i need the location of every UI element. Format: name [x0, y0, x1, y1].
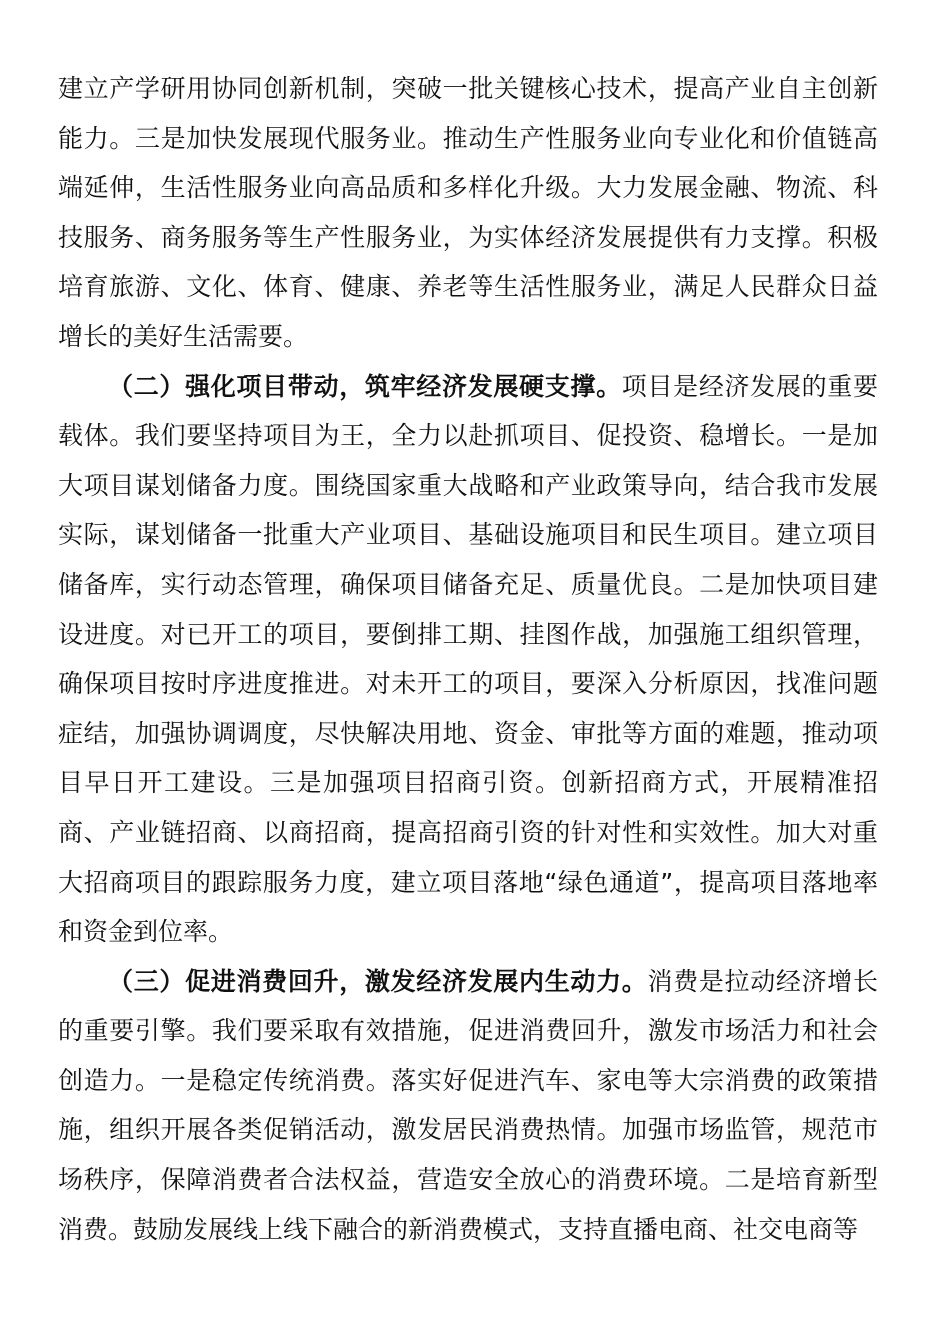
document-page	[58, 64, 878, 1254]
paragraph-continuation	[58, 64, 878, 362]
section-heading: （三）促进消费回升，激发经济发展内生动力。	[108, 966, 648, 996]
paragraph-section-three	[58, 957, 878, 1255]
paragraph-body: 项目是经济发展的重要载体。我们要坚持项目为王，全力以赴抓项目、促投资、稳增长。一是加大项目谋划储备力度。围绕国家重大战略和产业政策导向，结合我市发展实际，谋划储备一批重大产业项目、基础设施项目和民生项目。建立项目储备库，实行动态管理，确保项目储备充足、质量优良。二是加快项目建设进度。对已开工的项目，要倒排工期、挂图作战，加强施工组织管理，确保项目按时序进度推进。对未开工的项目，要深入分析原因，找准问题症结，加强协调调度，尽快解决用地、资金、审批等方面的难题，推动项目早日开工建设。三是加强项目招商引资。创新招商方式，开展精准招商、产业链招商、以商招商，提高招商引资的针对性和实效性。加大对重大招商项目的跟踪服务力度，建立项目落地“绿色通道”，提高项目落地率和资金到位率。	[58, 371, 878, 947]
section-heading: （二）强化项目带动，筑牢经济发展硬支撑。	[108, 371, 622, 401]
paragraph-body: 消费是拉动经济增长的重要引擎。我们要采取有效措施，促进消费回升，激发市场活力和社会创造力。一是稳定传统消费。落实好促进汽车、家电等大宗消费的政策措施，组织开展各类促销活动，激发居民消费热情。加强市场监管，规范市场秩序，保障消费者合法权益，营造安全放心的消费环境。二是培育新型消费。鼓励发展线上线下融合的新消费模式，支持直播电商、社交电商等	[58, 966, 878, 1244]
paragraph-section-two	[58, 362, 878, 957]
paragraph-body: 建立产学研用协同创新机制，突破一批关键核心技术，提高产业自主创新能力。三是加快发展现代服务业。推动生产性服务业向专业化和价值链高端延伸，生活性服务业向高品质和多样化升级。大力发展金融、物流、科技服务、商务服务等生产性服务业，为实体经济发展提供有力支撑。积极培育旅游、文化、体育、健康、养老等生活性服务业，满足人民群众日益增长的美好生活需要。	[58, 74, 878, 351]
